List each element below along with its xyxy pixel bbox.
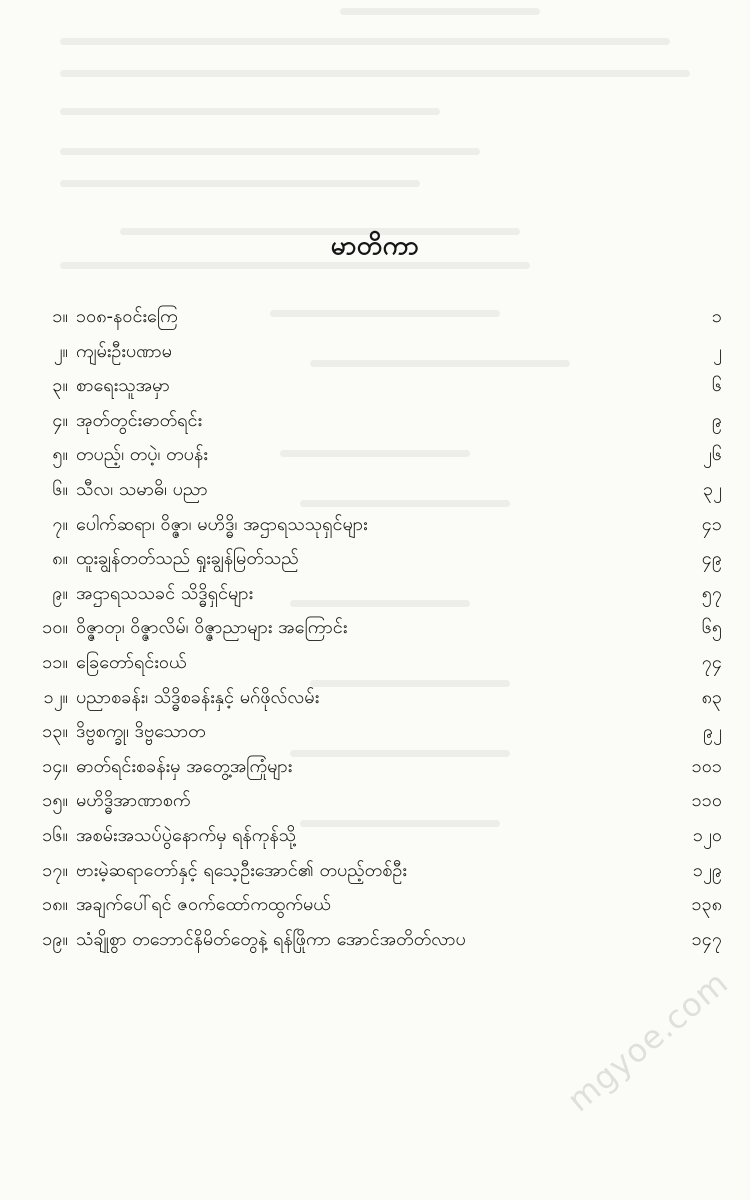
toc-entry [0, 646, 750, 681]
toc-entry [0, 888, 750, 923]
entry-title: ခြေတော်ရင်းဝယ် [76, 651, 187, 673]
entry-page-number: ၁၃၈ [691, 894, 722, 916]
toc-entry [0, 923, 750, 958]
toc-entry [0, 577, 750, 612]
entry-page-number: ၁၁၀ [691, 790, 722, 812]
entry-page-number: ၁ [711, 306, 722, 327]
entry-number: ၁၀။ [42, 617, 68, 639]
toc-entry [0, 854, 750, 889]
entry-number: ၁၃။ [42, 721, 68, 743]
toc-entry [0, 819, 750, 854]
entry-title: ဒိဗ္ဗစက္ခု၊ ဒိဗ္ဗသောတ [76, 721, 206, 743]
entry-number: ၁။ [52, 306, 68, 327]
entry-page-number: ၅၇ [701, 582, 722, 604]
entry-number: ၁၅။ [42, 790, 68, 812]
entry-title: ထူးချွန်တတ်သည် ရှုးချွန်မြတ်သည် [76, 548, 299, 570]
entry-number: ၉။ [52, 582, 68, 604]
entry-number: ၄။ [52, 409, 68, 431]
entry-page-number: ၉၂ [703, 721, 722, 743]
entry-title: သီလ၊ သမာဓိ၊ ပညာ [76, 478, 208, 500]
entry-number: ၆။ [52, 478, 68, 500]
toc-entry [0, 715, 750, 750]
toc-entry [0, 611, 750, 646]
entry-title: အစမ်းအသပ်ပွဲနောက်မှ ရန်ကုန်သို့ [76, 824, 297, 846]
entry-number: ၇။ [52, 513, 68, 535]
entry-title: ကျမ်းဦးပဏာမ [76, 340, 172, 362]
toc-entry [0, 508, 750, 543]
toc-entry [0, 335, 750, 370]
entry-number: ၁၆။ [42, 824, 68, 846]
entry-title: စာရေးသူအမှာ [76, 375, 170, 397]
entry-number: ၁၈။ [42, 894, 68, 916]
entry-page-number: ၁၄၇ [691, 928, 722, 950]
toc-entry [0, 473, 750, 508]
entry-number: ၃။ [52, 375, 68, 397]
toc-entry [0, 404, 750, 439]
entry-title: အချက်ပေါ်ရင် ဇဝက်ထော်ကထွက်မယ် [76, 894, 331, 916]
entry-title: အဌာရသသခင် သိဒ္ဓိရှင်များ [76, 582, 254, 604]
toc-entry [0, 784, 750, 819]
entry-title: ၁၀၈-နဝင်းကြေ [76, 306, 178, 327]
entry-page-number: ၉ [711, 409, 722, 431]
entry-page-number: ၄၉ [701, 548, 722, 570]
toc-entry [0, 750, 750, 785]
toc-entry [0, 369, 750, 404]
entry-page-number: ၁၂၀ [692, 824, 722, 846]
toc-entry [0, 438, 750, 473]
table-of-contents [0, 300, 750, 957]
toc-entry [0, 300, 750, 335]
watermark: mgyoe.com [560, 963, 736, 1120]
entry-page-number: ၇၄ [701, 651, 722, 673]
entry-page-number: ၄၁ [701, 513, 722, 535]
entry-title: ပေါက်ဆရာ၊ ဝိဇ္ဇာ၊ မဟိဒ္ဓိ၊ အဌာရသသုရှင်များ [76, 513, 368, 535]
entry-title: ဓာတ်ရင်းစခန်းမှ အတွေ့အကြုံများ [76, 755, 293, 777]
entry-number: ၂။ [53, 340, 68, 362]
entry-number: ၁၄။ [42, 755, 68, 777]
entry-page-number: ၂၆ [703, 444, 722, 466]
entry-number: ၁၁။ [42, 651, 68, 673]
page-title: မာတိကာ [330, 231, 420, 261]
toc-entry [0, 681, 750, 716]
entry-title: သံချိုစွာ တဘောင်နိမိတ်တွေနဲ့ ရန်ဖြိုကာ အောင်အတိတ်လာပ [76, 928, 466, 950]
entry-title: ဗားမဲ့ဆရာတော်နှင့် ရသေ့ဦးအောင်၏ တပည့်တစ်ဦး [76, 859, 407, 881]
entry-page-number: ၈၃ [701, 686, 722, 708]
entry-title: ပညာစခန်း၊ သိဒ္ဓိစခန်းနှင့် မဂ်ဖိုလ်လမ်း [76, 686, 320, 708]
entry-page-number: ၁၂၉ [692, 859, 722, 881]
entry-number: ၈။ [52, 548, 68, 570]
entry-number: ၁၉။ [42, 928, 68, 950]
entry-page-number: ၂ [713, 340, 722, 362]
entry-page-number: ၃၂ [703, 478, 722, 500]
entry-title: အုတ်တွင်းဓာတ်ရင်း [76, 409, 203, 431]
entry-title: မဟိဒ္ဓိအာဏာစက် [76, 790, 191, 812]
entry-title: ဝိဇ္ဇာတု၊ ဝိဇ္ဇာလိမ်၊ ဝိဇ္ဇာညာများ အကြောင်း [76, 617, 348, 639]
entry-number: ၅။ [52, 444, 68, 466]
entry-page-number: ၆ [711, 375, 722, 397]
entry-number: ၁၇။ [42, 859, 68, 881]
entry-page-number: ၆၅ [701, 617, 722, 639]
entry-title: တပည့်၊ တပဲ့၊ တပန်း [76, 444, 208, 466]
entry-number: ၁၂။ [43, 686, 68, 708]
toc-entry [0, 542, 750, 577]
entry-page-number: ၁၀၁ [691, 755, 722, 777]
